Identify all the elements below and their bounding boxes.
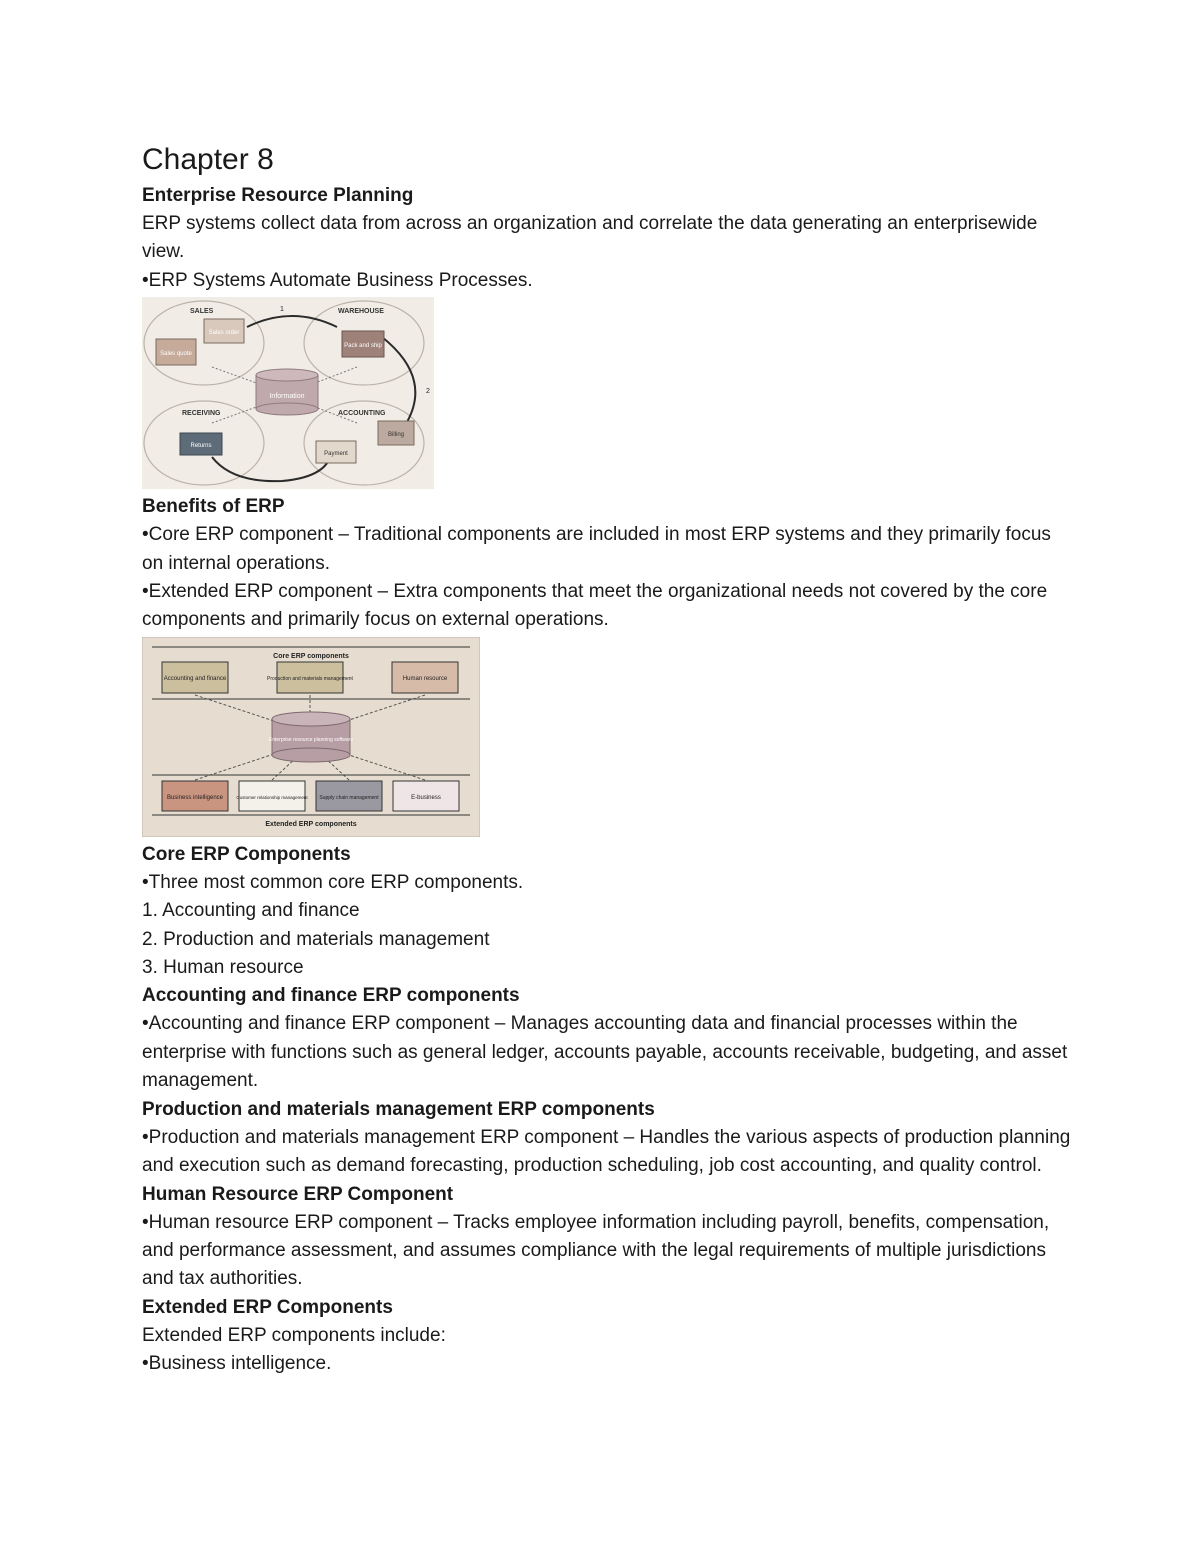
ext-box-bi [162,781,228,811]
core-box-production [267,662,353,693]
pack-ship-label: Pack and ship [344,343,382,350]
accounting-label: ACCOUNTING [338,410,386,418]
information-label: Information [269,393,305,401]
billing-doc [378,421,414,445]
step-1-label: 1 [280,306,284,314]
core-box-accounting [162,662,228,693]
core-box-hr [392,662,458,693]
production-heading: Production and materials management ERP components [142,1098,655,1120]
core-box-production-label: Production and materials management [267,675,353,682]
core-component-item: 3. Human resource [142,957,304,979]
core-component-item: 1. Accounting and finance [142,900,360,922]
core-box-hr-label: Human resource [402,675,448,682]
billing-label: Billing [387,432,405,439]
erp-software-database [269,712,353,762]
erp-process-diagram [142,297,434,489]
ext-box-scm-label: Supply chain management [319,794,379,801]
production-text: •Production and materials management ERP component – Handles the various aspects of production planning and execution such as demand forecasting, production scheduling, job cost accounting, and quality control. [142,1126,1071,1177]
pack-ship-doc [342,331,384,357]
payment-label: Payment [324,451,348,458]
erp-software-label: Enterprise resource planning software [268,736,354,743]
erp-intro: ERP systems collect data from across an organization and correlate the data generating an enterprisewide view. [142,213,1038,263]
core-components-label: Core ERP components [273,652,349,660]
accounting-heading: Accounting and finance ERP components [142,985,520,1007]
core-components-heading: Core ERP Components [142,843,351,865]
payment-doc [316,441,356,463]
benefits-core: •Core ERP component – Traditional components are included in most ERP systems and they primarily focus on internal operations. [142,524,1051,574]
warehouse-label: WAREHOUSE [338,308,384,316]
information-database [256,369,318,415]
sales-quote-label: Sales quote [160,351,192,358]
extended-intro: Extended ERP components include: [142,1324,446,1346]
returns-doc [180,433,222,455]
accounting-text: •Accounting and finance ERP component – Manages accounting data and financial processes within the enterprise with functions such as general ledger, accounts payable, accounts receivable, budgeting, and asset management. [142,1013,1068,1092]
ext-box-scm [316,781,382,811]
extended-heading: Extended ERP Components [142,1296,393,1318]
core-components-intro: •Three most common core ERP components. [142,871,524,893]
erp-components-diagram [142,637,480,837]
erp-bullet: •ERP Systems Automate Business Processes. [142,269,533,291]
ext-box-bi-label: Business intelligence [166,794,224,801]
returns-label: Returns [190,443,212,450]
document-page [142,140,1072,1379]
erp-heading: Enterprise Resource Planning [142,185,414,206]
ext-box-crm-label: Customer relationship management [236,794,308,800]
ext-box-ebiz-label: E-business [411,794,441,801]
benefits-heading: Benefits of ERP [142,496,285,518]
core-box-accounting-label: Accounting and finance [163,675,227,682]
chapter-title: Chapter 8 [142,143,274,176]
hr-text: •Human resource ERP component – Tracks employee information including payroll, benefits, compensation, and performance assessment, and assumes compliance with the legal requirements of multiple jurisdictions and tax authorities. [142,1211,1050,1290]
benefits-extended: •Extended ERP component – Extra components that meet the organizational needs not covered by the core components and primarily focus on external operations. [142,581,1048,631]
sales-order-label: Sales order [208,330,240,337]
sales-label: SALES [190,308,214,316]
receiving-label: RECEIVING [182,410,221,418]
ext-box-crm [236,781,308,811]
ext-box-ebiz [393,781,459,811]
sales-quote-doc [156,339,196,365]
hr-heading: Human Resource ERP Component [142,1183,454,1205]
extended-components-label: Extended ERP components [265,820,357,828]
core-component-item: 2. Production and materials management [142,928,490,950]
step-2-label: 2 [426,388,430,396]
sales-order-doc [204,319,244,343]
extended-bullet: •Business intelligence. [142,1353,332,1375]
